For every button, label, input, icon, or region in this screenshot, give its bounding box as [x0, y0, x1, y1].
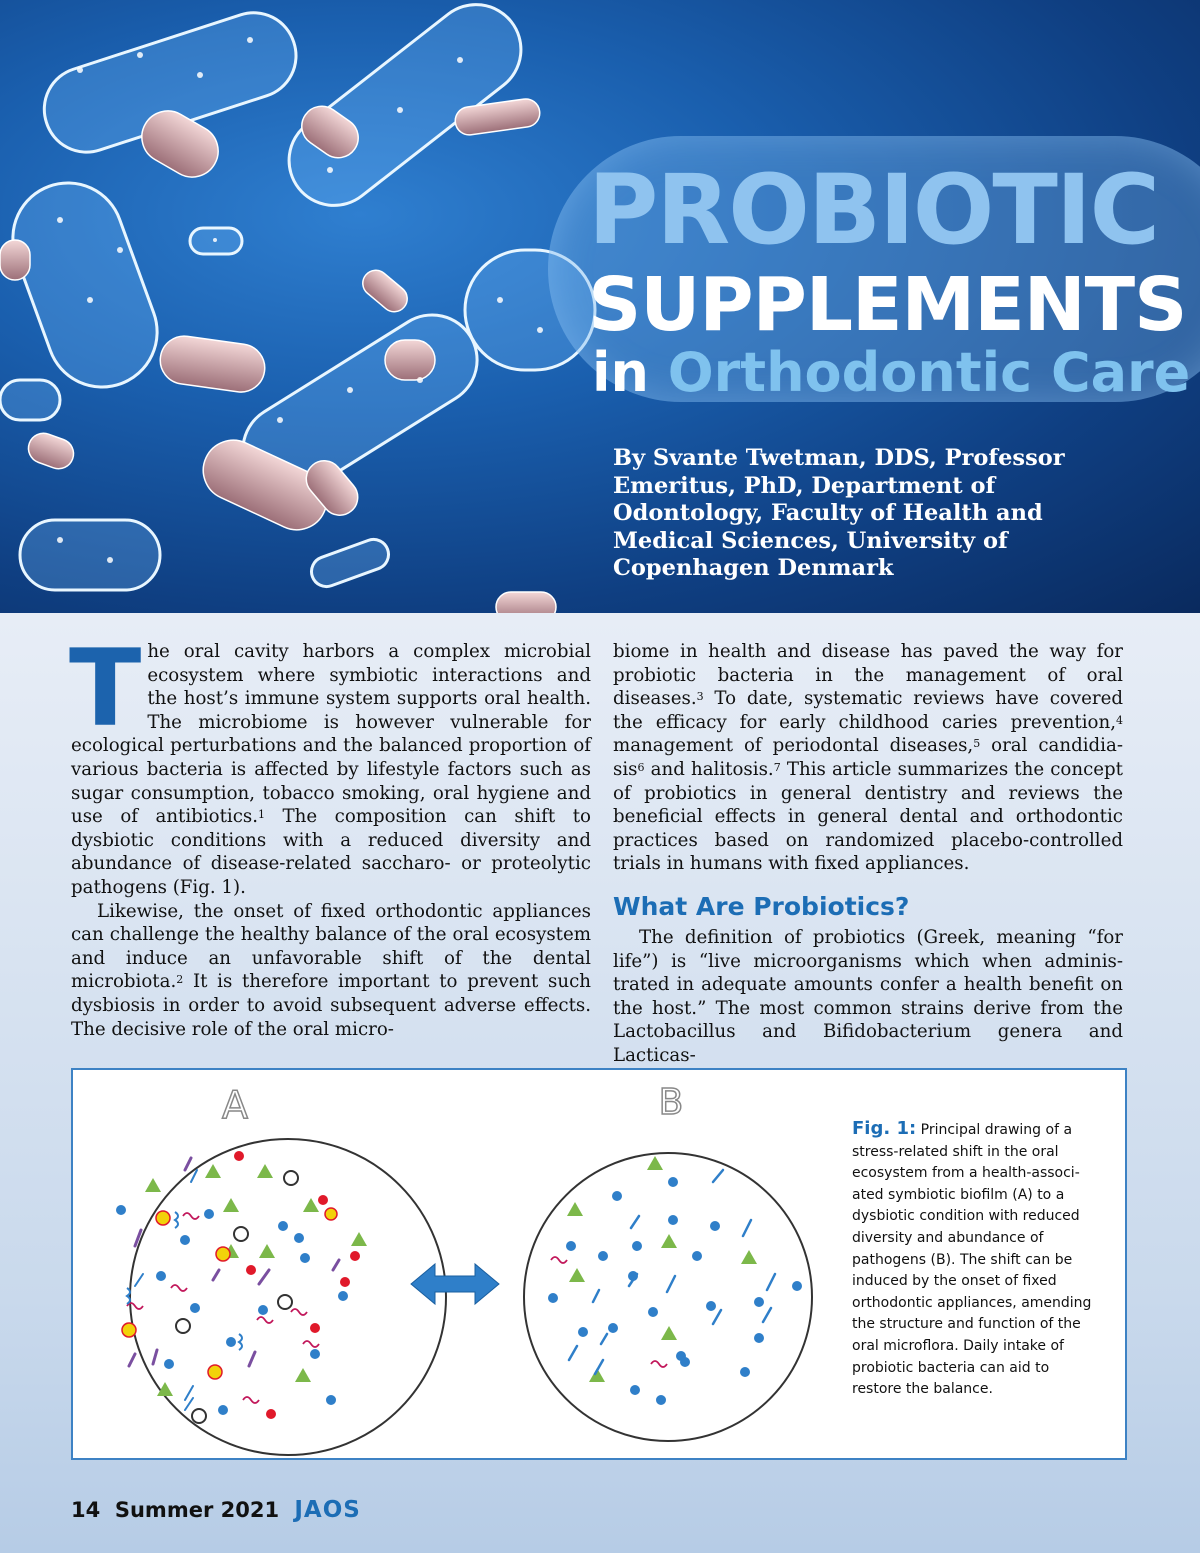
- paragraph-2: [71, 900, 591, 1042]
- reference-6: 6: [637, 760, 645, 774]
- title-in: in: [592, 341, 649, 404]
- p3-text-d: oral candidia-sis: [613, 735, 1123, 780]
- p3-text-b: To date, systematic reviews have covered the efficacy for early childhood caries prevention,: [613, 688, 1123, 733]
- reference-7: 7: [773, 760, 781, 774]
- p3-text-c: management of periodontal diseases,: [613, 735, 974, 757]
- page-footer: [71, 1497, 361, 1523]
- title-line-1: PROBIOTIC: [588, 154, 1159, 266]
- p3-text-f: This article summarizes the concept of probiotics in general dentistry and reviews the beneficial effects in general dental and orthodontic practices based on randomized placebo-controlled trials in humans with fixed appliances.: [613, 758, 1123, 875]
- paragraph-4: The definition of probiotics (Greek, meaning “for life”) is “live microorganisms which when adminis-trated in adequate amounts confer a health benefit on the host.” The most common strains derive from the Lactobacillus and Bifidobacterium genera and Lacticas-: [613, 926, 1123, 1066]
- author-byline: By Svante Twetman, DDS, Professor Emeritus, PhD, Department of Odontology, Faculty of Health and Medical Sciences, University of Copenhagen Denmark: [613, 445, 1065, 581]
- figure-1: [71, 1068, 1127, 1460]
- panel-label-a: A: [222, 1083, 248, 1127]
- title-line-3: [592, 341, 1191, 404]
- reference-4: 4: [1116, 713, 1123, 727]
- p1-text-cont: The composition can shift to dysbiotic conditions with a reduced diversity and abundance of disease-related saccharo- or proteolytic pathogens (Fig. 1).: [71, 806, 591, 898]
- figure-label: Fig. 1:: [852, 1118, 917, 1139]
- reference-3: 3: [696, 690, 704, 704]
- figure-caption: [852, 1118, 1102, 1401]
- figure-caption-text: Principal drawing of a stress-related shift in the oral ecosystem from a health-associ-ated symbiotic biofilm (A) to a dysbiotic condition with reduced diversity and abundance of pathogens (B). The shift can be induced by the onset of fixed orthodontic appliances, amending the structure and function of the oral microflora. Daily intake of probiotic bacteria can aid to restore the balance.: [852, 1122, 1092, 1398]
- reference-2: 2: [176, 973, 184, 987]
- title-line-2: SUPPLEMENTS: [588, 262, 1187, 348]
- p3-text-e: and halitosis.: [644, 758, 774, 780]
- journal-name: JAOS: [294, 1497, 361, 1523]
- page-number: 14: [71, 1498, 101, 1522]
- paragraph-1: [69, 627, 591, 900]
- reference-5: 5: [973, 737, 981, 751]
- title-orthodontic-care: Orthodontic Care: [648, 341, 1191, 404]
- hero-banner: [0, 0, 1200, 613]
- issue-date: Summer 2021: [114, 1498, 280, 1522]
- paragraph-3: [613, 640, 1123, 876]
- left-column: [69, 627, 591, 1041]
- section-heading: What Are Probiotics?: [613, 891, 910, 921]
- drop-cap: T: [69, 627, 142, 750]
- panel-label-b: B: [658, 1082, 684, 1123]
- biofilm-a-circle: [130, 1139, 446, 1455]
- p2-text: Likewise, the onset of fixed orthodontic appliances can challenge the healthy balance of the oral ecosystem and induce an unfavorable shift of the dental microbiota.: [71, 900, 591, 993]
- p1-text: he oral cavity harbors a complex microbial ecosystem where symbiotic interactions and the host’s immune system supports oral health. The microbiome is however vulnerable for ecological perturbations and the balanced proportion of various bacteria is affected by lifestyle factors such as sugar consumption, tobacco smoking, oral hygiene and use of antibiotics.: [71, 641, 591, 828]
- reference-1: 1: [258, 808, 266, 822]
- p3-text: biome in health and disease has paved the way for probiotic bacteria in the management of oral diseases.: [613, 641, 1123, 710]
- p2-text-cont: It is therefore important to prevent such dysbiosis in order to avoid subsequent adverse effects. The decisive role of the oral micro-: [71, 971, 591, 1040]
- right-column: [613, 640, 1123, 1068]
- biofilm-b-circle: [524, 1153, 812, 1441]
